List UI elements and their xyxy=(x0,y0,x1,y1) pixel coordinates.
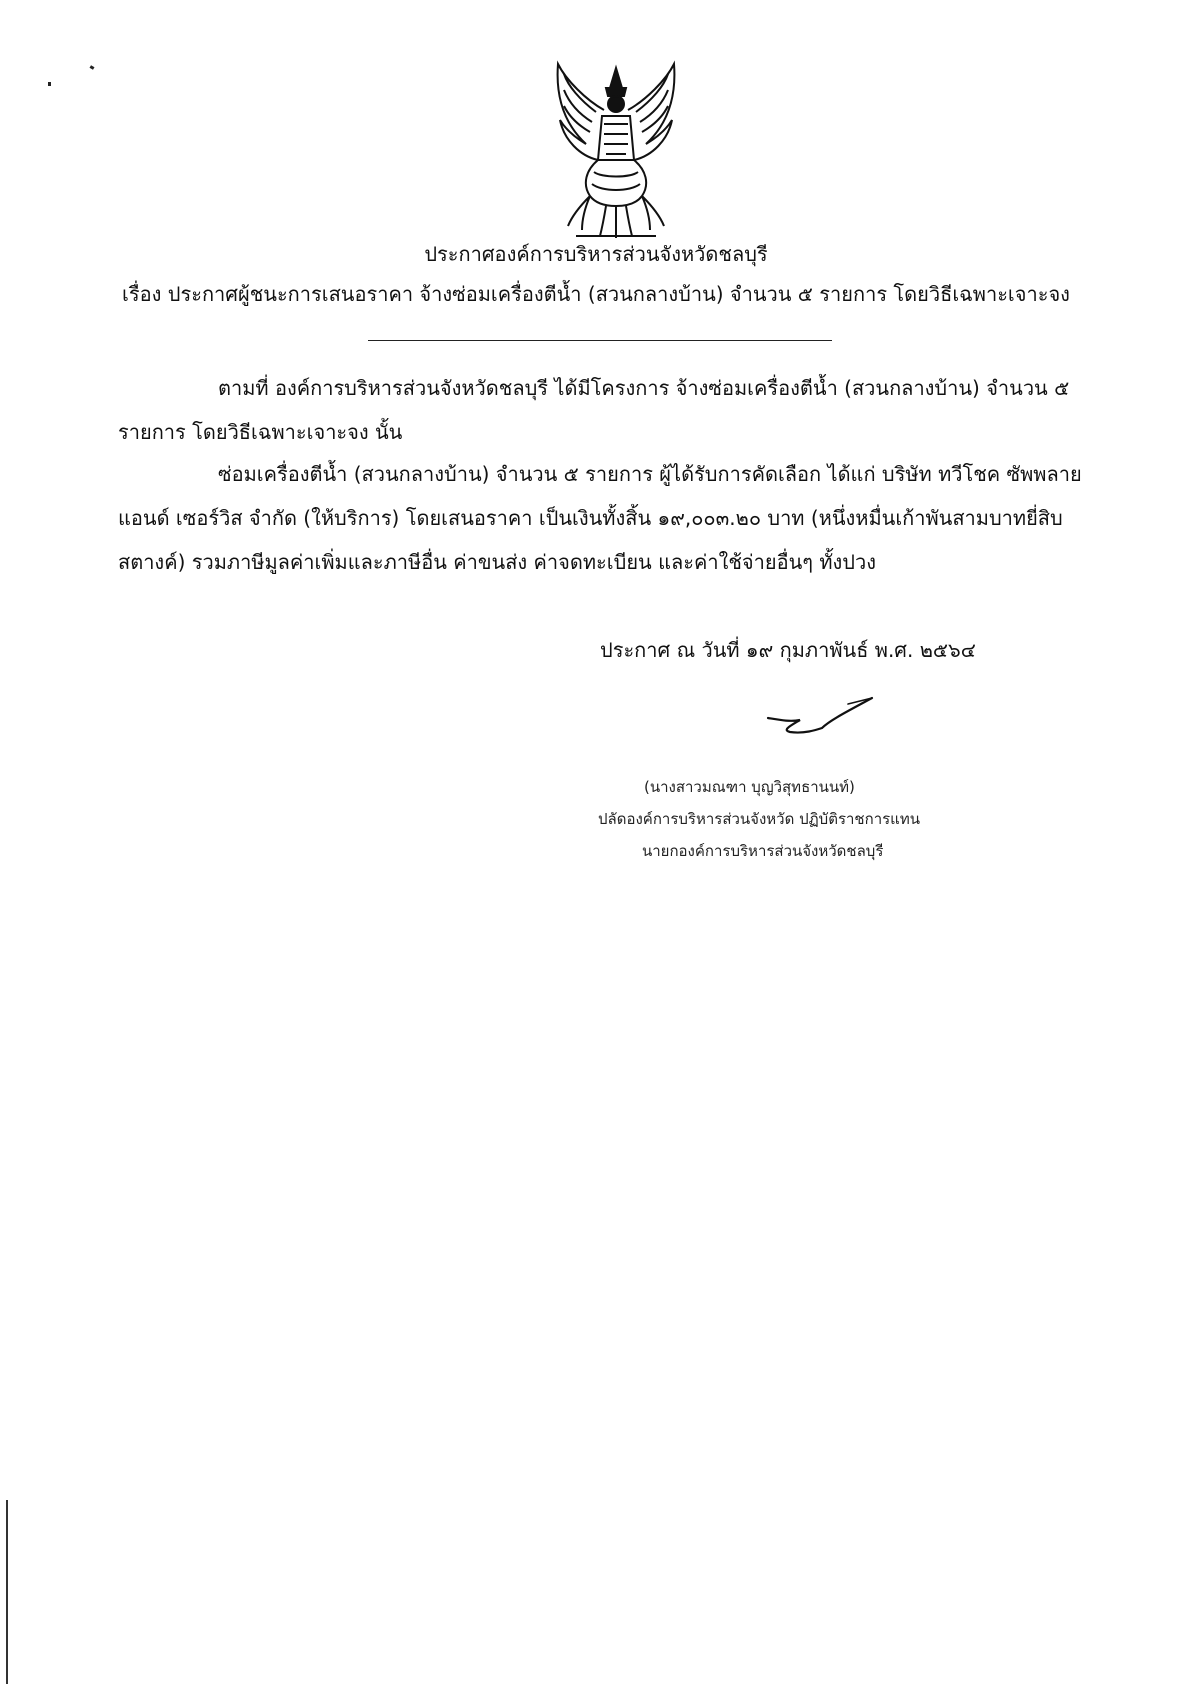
handwritten-signature-icon xyxy=(760,690,880,740)
paragraph-1-line-2: รายการ โดยวิธีเฉพาะเจาะจง นั้น xyxy=(118,420,403,444)
scan-margin-line xyxy=(6,1500,8,1684)
paragraph-2-line-3: สตางค์) รวมภาษีมูลค่าเพิ่มและภาษีอื่น ค่าขนส่ง ค่าจดทะเบียน และค่าใช้จ่ายอื่นๆ ทั้งปวง xyxy=(118,550,876,574)
title-divider xyxy=(368,340,832,341)
scan-speck xyxy=(90,65,95,70)
scan-speck xyxy=(48,82,51,86)
garuda-emblem-icon xyxy=(546,60,686,240)
announcement-title: ประกาศองค์การบริหารส่วนจังหวัดชลบุรี xyxy=(424,242,768,266)
signatory-position-2: นายกองค์การบริหารส่วนจังหวัดชลบุรี xyxy=(642,842,884,860)
paragraph-1-line-1: ตามที่ องค์การบริหารส่วนจังหวัดชลบุรี ได้มีโครงการ จ้างซ่อมเครื่องตีน้ำ (สวนกลางบ้าน) จำนวน ๕ xyxy=(218,376,1070,400)
paragraph-2-line-2: แอนด์ เซอร์วิส จำกัด (ให้บริการ) โดยเสนอราคา เป็นเงินทั้งสิ้น ๑๙,๐๐๓.๒๐ บาท (หนึ่งหมื่นเก้าพันสามบาทยี่สิบ xyxy=(118,506,1063,530)
signatory-name: (นางสาวมณฑา บุญวิสุทธานนท์) xyxy=(644,778,855,796)
signatory-position-1: ปลัดองค์การบริหารส่วนจังหวัด ปฏิบัติราชการแทน xyxy=(598,810,920,828)
announcement-date: ประกาศ ณ วันที่ ๑๙ กุมภาพันธ์ พ.ศ. ๒๕๖๔ xyxy=(600,638,976,662)
announcement-subject: เรื่อง ประกาศผู้ชนะการเสนอราคา จ้างซ่อมเครื่องตีน้ำ (สวนกลางบ้าน) จำนวน ๕ รายการ โดยวิธีเฉพาะเจาะจง xyxy=(122,282,1070,306)
paragraph-2-line-1: ซ่อมเครื่องตีน้ำ (สวนกลางบ้าน) จำนวน ๕ รายการ ผู้ได้รับการคัดเลือก ได้แก่ บริษัท ทวีโชค ซัพพลาย xyxy=(218,462,1082,486)
